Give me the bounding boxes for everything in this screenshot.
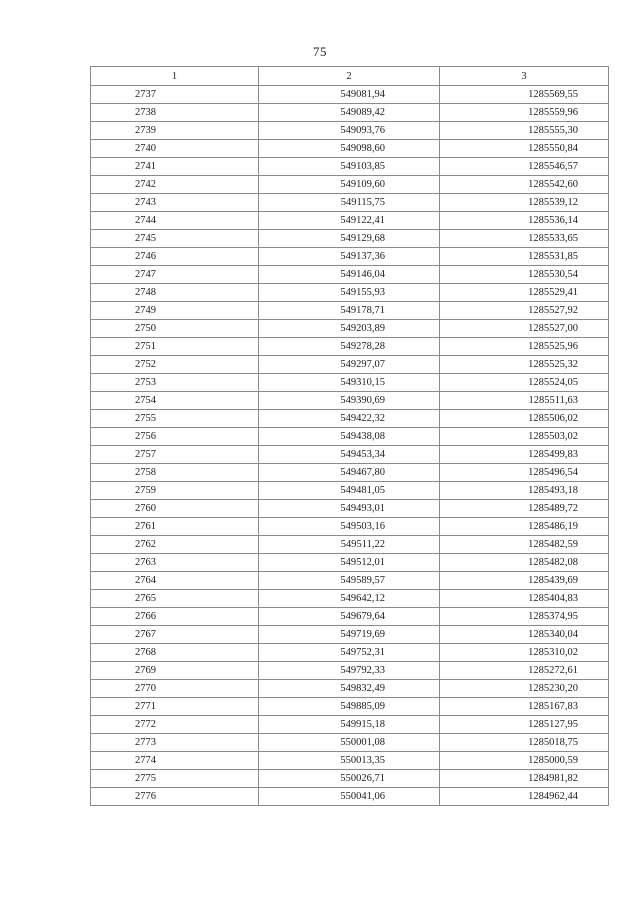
y-coordinate-cell: 1285511,63 bbox=[440, 392, 609, 410]
x-coordinate-cell: 549511,22 bbox=[259, 536, 440, 554]
x-coordinate-cell: 549885,09 bbox=[259, 698, 440, 716]
table-row bbox=[91, 518, 609, 536]
x-coordinate-cell: 549093,76 bbox=[259, 122, 440, 140]
x-coordinate-cell: 549422,32 bbox=[259, 410, 440, 428]
x-coordinate-cell: 549390,69 bbox=[259, 392, 440, 410]
x-coordinate-cell: 549081,94 bbox=[259, 86, 440, 104]
x-coordinate-cell: 550013,35 bbox=[259, 752, 440, 770]
point-number-cell: 2740 bbox=[91, 140, 259, 158]
table-row bbox=[91, 536, 609, 554]
y-coordinate-cell: 1285018,75 bbox=[440, 734, 609, 752]
table-row bbox=[91, 482, 609, 500]
y-coordinate-cell: 1285542,60 bbox=[440, 176, 609, 194]
point-number-cell: 2771 bbox=[91, 698, 259, 716]
point-number-cell: 2755 bbox=[91, 410, 259, 428]
point-number-cell: 2750 bbox=[91, 320, 259, 338]
table-row bbox=[91, 284, 609, 302]
table-row bbox=[91, 500, 609, 518]
point-number-cell: 2761 bbox=[91, 518, 259, 536]
y-coordinate-cell: 1285550,84 bbox=[440, 140, 609, 158]
x-coordinate-cell: 549089,42 bbox=[259, 104, 440, 122]
x-coordinate-cell: 549109,60 bbox=[259, 176, 440, 194]
point-number-cell: 2742 bbox=[91, 176, 259, 194]
x-coordinate-cell: 549481,05 bbox=[259, 482, 440, 500]
y-coordinate-cell: 1284962,44 bbox=[440, 788, 609, 806]
y-coordinate-cell: 1285404,83 bbox=[440, 590, 609, 608]
table-row bbox=[91, 716, 609, 734]
point-number-cell: 2746 bbox=[91, 248, 259, 266]
x-coordinate-cell: 549467,80 bbox=[259, 464, 440, 482]
point-number-cell: 2760 bbox=[91, 500, 259, 518]
point-number-cell: 2744 bbox=[91, 212, 259, 230]
point-number-cell: 2767 bbox=[91, 626, 259, 644]
x-coordinate-cell: 549103,85 bbox=[259, 158, 440, 176]
table-row bbox=[91, 554, 609, 572]
x-coordinate-cell: 549146,04 bbox=[259, 266, 440, 284]
table-row bbox=[91, 194, 609, 212]
x-coordinate-cell: 549129,68 bbox=[259, 230, 440, 248]
x-coordinate-cell: 549115,75 bbox=[259, 194, 440, 212]
point-number-cell: 2747 bbox=[91, 266, 259, 284]
x-coordinate-cell: 549155,93 bbox=[259, 284, 440, 302]
table-row bbox=[91, 410, 609, 428]
table-row bbox=[91, 374, 609, 392]
y-coordinate-cell: 1285272,61 bbox=[440, 662, 609, 680]
y-coordinate-cell: 1285503,02 bbox=[440, 428, 609, 446]
y-coordinate-cell: 1285000,59 bbox=[440, 752, 609, 770]
table-row bbox=[91, 104, 609, 122]
table-row bbox=[91, 338, 609, 356]
table-row bbox=[91, 176, 609, 194]
table-row bbox=[91, 662, 609, 680]
x-coordinate-cell: 549297,07 bbox=[259, 356, 440, 374]
page-number: 75 bbox=[313, 44, 327, 59]
point-number-cell: 2775 bbox=[91, 770, 259, 788]
y-coordinate-cell: 1285527,00 bbox=[440, 320, 609, 338]
y-coordinate-cell: 1285569,55 bbox=[440, 86, 609, 104]
y-coordinate-cell: 1285340,04 bbox=[440, 626, 609, 644]
table-body bbox=[91, 86, 609, 806]
point-number-cell: 2738 bbox=[91, 104, 259, 122]
x-coordinate-cell: 549438,08 bbox=[259, 428, 440, 446]
point-number-cell: 2776 bbox=[91, 788, 259, 806]
x-coordinate-cell: 550026,71 bbox=[259, 770, 440, 788]
table-row bbox=[91, 698, 609, 716]
point-number-cell: 2768 bbox=[91, 644, 259, 662]
y-coordinate-cell: 1285482,59 bbox=[440, 536, 609, 554]
table-row bbox=[91, 626, 609, 644]
y-coordinate-cell: 1285559,96 bbox=[440, 104, 609, 122]
point-number-cell: 2766 bbox=[91, 608, 259, 626]
point-number-cell: 2752 bbox=[91, 356, 259, 374]
y-coordinate-cell: 1285482,08 bbox=[440, 554, 609, 572]
x-coordinate-cell: 549832,49 bbox=[259, 680, 440, 698]
x-coordinate-cell: 549493,01 bbox=[259, 500, 440, 518]
table-row bbox=[91, 734, 609, 752]
table-row bbox=[91, 230, 609, 248]
x-coordinate-cell: 549915,18 bbox=[259, 716, 440, 734]
point-number-cell: 2757 bbox=[91, 446, 259, 464]
x-coordinate-cell: 549122,41 bbox=[259, 212, 440, 230]
table-row bbox=[91, 392, 609, 410]
y-coordinate-cell: 1285555,30 bbox=[440, 122, 609, 140]
y-coordinate-cell: 1285527,92 bbox=[440, 302, 609, 320]
x-coordinate-cell: 549310,15 bbox=[259, 374, 440, 392]
point-number-cell: 2754 bbox=[91, 392, 259, 410]
table-row bbox=[91, 302, 609, 320]
y-coordinate-cell: 1285486,19 bbox=[440, 518, 609, 536]
x-coordinate-cell: 549178,71 bbox=[259, 302, 440, 320]
column-header-2: 2 bbox=[259, 67, 440, 86]
x-coordinate-cell: 549098,60 bbox=[259, 140, 440, 158]
y-coordinate-cell: 1285546,57 bbox=[440, 158, 609, 176]
table-row bbox=[91, 248, 609, 266]
table-row bbox=[91, 464, 609, 482]
x-coordinate-cell: 549278,28 bbox=[259, 338, 440, 356]
point-number-cell: 2749 bbox=[91, 302, 259, 320]
point-number-cell: 2748 bbox=[91, 284, 259, 302]
y-coordinate-cell: 1285493,18 bbox=[440, 482, 609, 500]
point-number-cell: 2745 bbox=[91, 230, 259, 248]
table-row bbox=[91, 680, 609, 698]
y-coordinate-cell: 1285167,83 bbox=[440, 698, 609, 716]
y-coordinate-cell: 1285524,05 bbox=[440, 374, 609, 392]
table-row bbox=[91, 356, 609, 374]
table-header bbox=[91, 67, 609, 86]
point-number-cell: 2737 bbox=[91, 86, 259, 104]
point-number-cell: 2772 bbox=[91, 716, 259, 734]
x-coordinate-cell: 549503,16 bbox=[259, 518, 440, 536]
x-coordinate-cell: 549512,01 bbox=[259, 554, 440, 572]
header-row bbox=[91, 67, 609, 86]
x-coordinate-cell: 549719,69 bbox=[259, 626, 440, 644]
point-number-cell: 2753 bbox=[91, 374, 259, 392]
y-coordinate-cell: 1285530,54 bbox=[440, 266, 609, 284]
point-number-cell: 2739 bbox=[91, 122, 259, 140]
x-coordinate-cell: 549752,31 bbox=[259, 644, 440, 662]
y-coordinate-cell: 1285533,65 bbox=[440, 230, 609, 248]
y-coordinate-cell: 1285310,02 bbox=[440, 644, 609, 662]
x-coordinate-cell: 549203,89 bbox=[259, 320, 440, 338]
point-number-cell: 2774 bbox=[91, 752, 259, 770]
table-row bbox=[91, 212, 609, 230]
point-number-cell: 2751 bbox=[91, 338, 259, 356]
point-number-cell: 2773 bbox=[91, 734, 259, 752]
y-coordinate-cell: 1285539,12 bbox=[440, 194, 609, 212]
y-coordinate-cell: 1285496,54 bbox=[440, 464, 609, 482]
point-number-cell: 2764 bbox=[91, 572, 259, 590]
x-coordinate-cell: 550001,08 bbox=[259, 734, 440, 752]
point-number-cell: 2765 bbox=[91, 590, 259, 608]
table-row bbox=[91, 140, 609, 158]
point-number-cell: 2759 bbox=[91, 482, 259, 500]
point-number-cell: 2763 bbox=[91, 554, 259, 572]
table-row bbox=[91, 158, 609, 176]
y-coordinate-cell: 1285536,14 bbox=[440, 212, 609, 230]
x-coordinate-cell: 549453,34 bbox=[259, 446, 440, 464]
table-row bbox=[91, 428, 609, 446]
point-number-cell: 2741 bbox=[91, 158, 259, 176]
column-header-3: 3 bbox=[440, 67, 609, 86]
y-coordinate-cell: 1285531,85 bbox=[440, 248, 609, 266]
table-row bbox=[91, 752, 609, 770]
x-coordinate-cell: 549642,12 bbox=[259, 590, 440, 608]
point-number-cell: 2756 bbox=[91, 428, 259, 446]
point-number-cell: 2762 bbox=[91, 536, 259, 554]
point-number-cell: 2770 bbox=[91, 680, 259, 698]
point-number-cell: 2743 bbox=[91, 194, 259, 212]
table-row bbox=[91, 770, 609, 788]
y-coordinate-cell: 1285506,02 bbox=[440, 410, 609, 428]
table-row bbox=[91, 608, 609, 626]
x-coordinate-cell: 549679,64 bbox=[259, 608, 440, 626]
point-number-cell: 2758 bbox=[91, 464, 259, 482]
table-row bbox=[91, 572, 609, 590]
table-row bbox=[91, 788, 609, 806]
table-row bbox=[91, 590, 609, 608]
y-coordinate-cell: 1285439,69 bbox=[440, 572, 609, 590]
x-coordinate-cell: 549589,57 bbox=[259, 572, 440, 590]
table-row bbox=[91, 266, 609, 284]
x-coordinate-cell: 550041,06 bbox=[259, 788, 440, 806]
table-row bbox=[91, 644, 609, 662]
y-coordinate-cell: 1285127,95 bbox=[440, 716, 609, 734]
table-row bbox=[91, 446, 609, 464]
y-coordinate-cell: 1285499,83 bbox=[440, 446, 609, 464]
y-coordinate-cell: 1285230,20 bbox=[440, 680, 609, 698]
table-row bbox=[91, 86, 609, 104]
y-coordinate-cell: 1285374,95 bbox=[440, 608, 609, 626]
y-coordinate-cell: 1285489,72 bbox=[440, 500, 609, 518]
x-coordinate-cell: 549137,36 bbox=[259, 248, 440, 266]
table-row bbox=[91, 122, 609, 140]
x-coordinate-cell: 549792,33 bbox=[259, 662, 440, 680]
y-coordinate-cell: 1284981,82 bbox=[440, 770, 609, 788]
y-coordinate-cell: 1285525,96 bbox=[440, 338, 609, 356]
coordinates-table bbox=[90, 66, 609, 806]
y-coordinate-cell: 1285529,41 bbox=[440, 284, 609, 302]
y-coordinate-cell: 1285525,32 bbox=[440, 356, 609, 374]
table-row bbox=[91, 320, 609, 338]
point-number-cell: 2769 bbox=[91, 662, 259, 680]
column-header-1: 1 bbox=[91, 67, 259, 86]
